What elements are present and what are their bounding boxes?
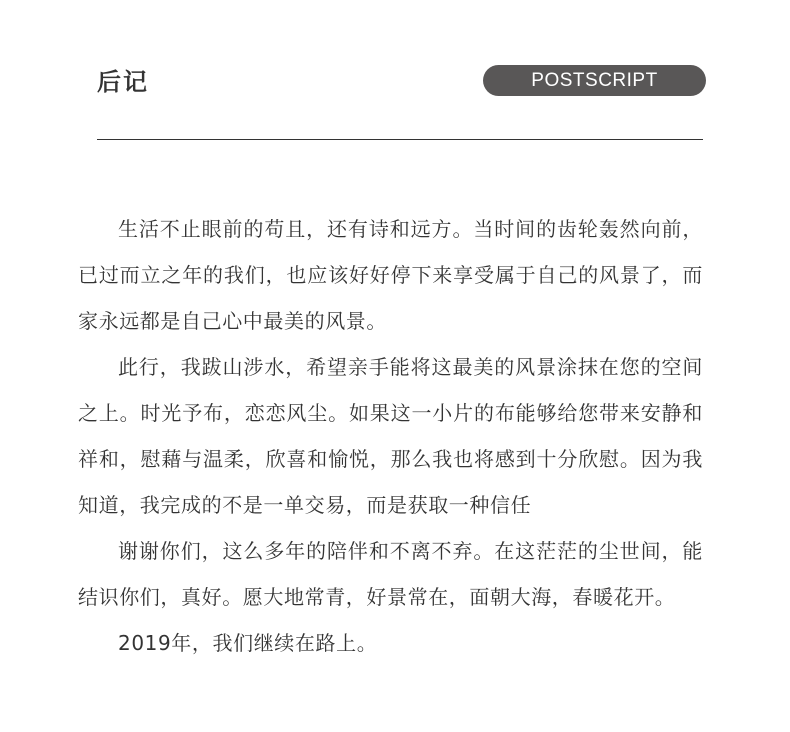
- header-divider: [97, 139, 703, 140]
- paragraph-1: 生活不止眼前的苟且，还有诗和远方。当时间的齿轮轰然向前，已过而立之年的我们，也应该好好停下来享受属于自己的风景了，而家永远都是自己心中最美的风景。: [78, 217, 703, 333]
- page-title: 后记: [97, 68, 149, 96]
- postscript-body: [78, 206, 703, 666]
- postscript-badge: POSTSCRIPT: [483, 65, 706, 96]
- paragraph-4: 2019年，我们继续在路上。: [118, 631, 378, 655]
- paragraph-3: 谢谢你们，这么多年的陪伴和不离不弃。在这茫茫的尘世间，能结识你们，真好。愿大地常青，好景常在，面朝大海，春暖花开。: [78, 539, 703, 609]
- paragraph-2: 此行，我跋山涉水，希望亲手能将这最美的风景涂抹在您的空间之上。时光予布，恋恋风尘。如果这一小片的布能够给您带来安静和祥和，慰藉与温柔，欣喜和愉悦，那么我也将感到十分欣慰。因为我知道，我完成的不是一单交易，而是获取一种信任: [78, 355, 703, 517]
